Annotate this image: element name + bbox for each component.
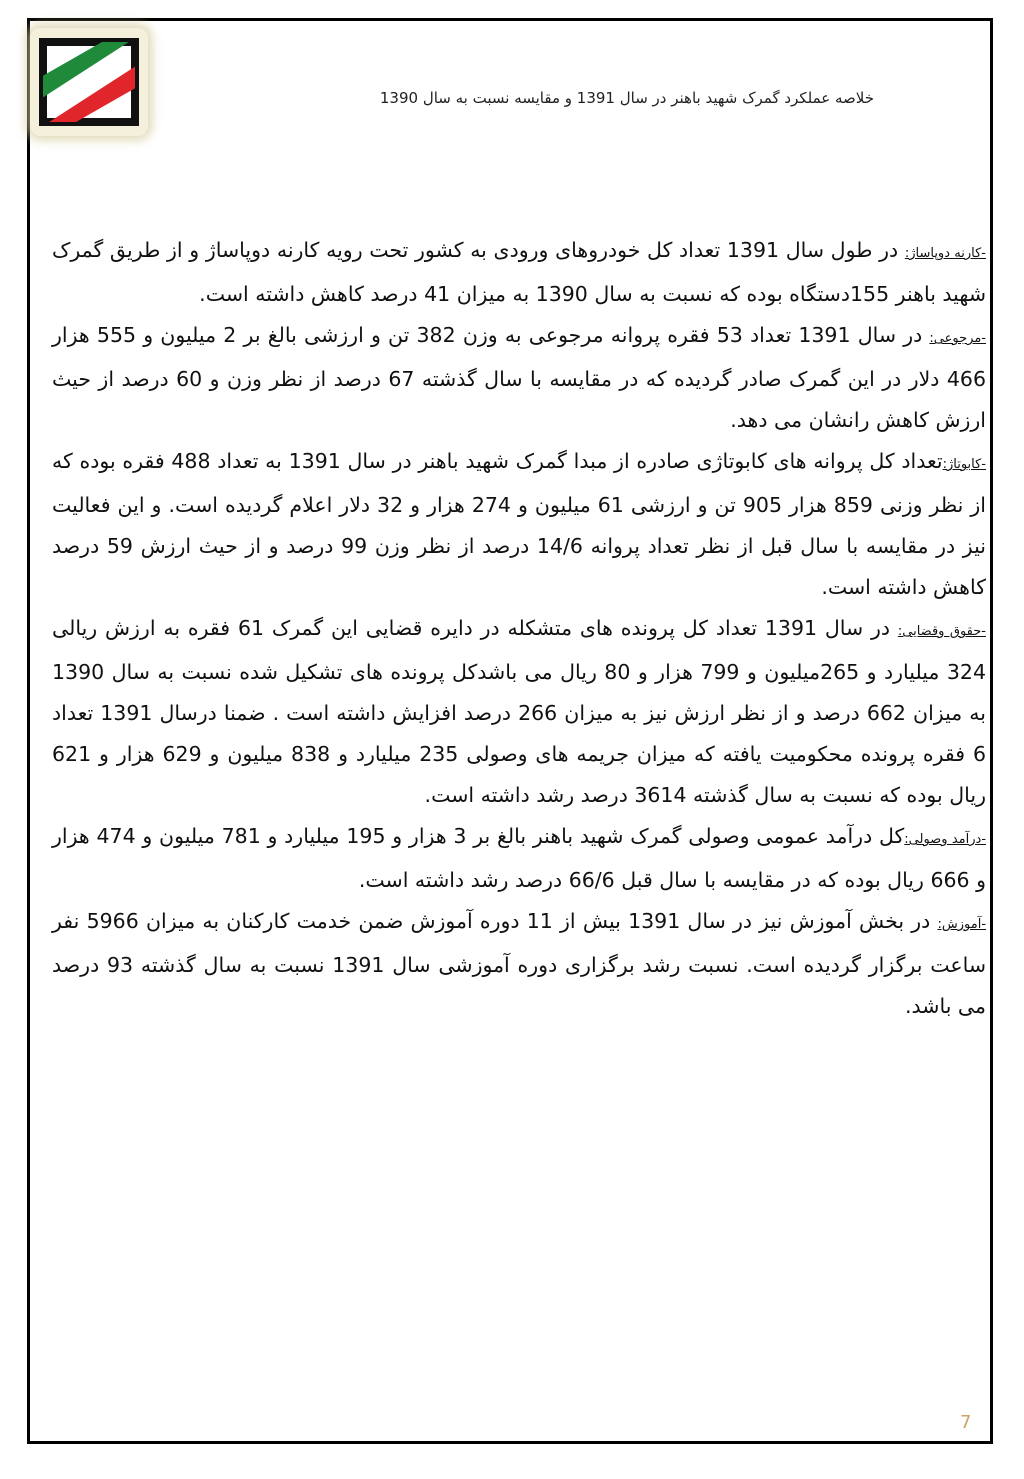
document-title: خلاصه عملکرد گمرک شهید باهنر در سال 1391 و مقایسه نسبت به سال 1390 <box>379 89 874 107</box>
section-cabotage <box>52 441 986 608</box>
section-text: در سال 1391 تعداد کل پرونده های متشکله در دایره قضایی این گمرک 61 فقره به ارزش ریالی 324 میلیارد و 265میلیون و 799 هزار و 80 ریال می باشدکل پرونده های تشکیل شده نسبت به سال 1390 به میزان 662 درصد و از نظر ارزش نیز به میزان 266 درصد افزایش داشته است . ضمنا درسال 1391 تعداد 6 فقره پرونده محکومیت یافته که میزان جریمه های وصولی 235 میلیارد و 838 میلیون و 629 هزار و 621 ریال بوده که نسبت به سال گذشته 3614 درصد رشد داشته است. <box>52 616 987 807</box>
customs-logo-icon <box>39 38 139 126</box>
section-text: تعداد کل پروانه های کابوتاژی صادره از مبدا گمرک شهید باهنر در سال 1391 به تعداد 488 فقره بوده که از نظر وزنی 859 هزار 905 تن و ارزشی 61 میلیون و 274 هزار و 32 دلار اعلام گردیده است. و این فعالیت نیز در مقایسه با سال قبل از نظر تعداد پروانه 14/6 درصد از نظر وزن 99 درصد و از حیث ارزش 59 درصد کاهش داشته است. <box>52 449 987 599</box>
section-text: در سال 1391 تعداد 53 فقره پروانه مرجوعی به وزن 382 تن و ارزشی بالغ بر 2 میلیون و 555 هزار 466 دلار در این گمرک صادر گردیده که در مقایسه با سال گذشته 67 درصد از نظر وزن و 60 درصد از حیث ارزش کاهش رانشان می دهد. <box>52 323 986 432</box>
report-body <box>52 230 986 1027</box>
section-revenue <box>52 816 986 901</box>
section-label: -درآمد وصولی: <box>904 832 987 847</box>
page-number: 7 <box>960 1412 972 1433</box>
section-returns <box>52 315 986 441</box>
section-legal-judicial <box>52 608 986 816</box>
section-training <box>52 901 986 1027</box>
section-label: -کارنه دوپاساژ: <box>904 246 986 261</box>
section-label: -آموزش: <box>937 917 987 932</box>
section-text: در طول سال 1391 تعداد کل خودروهای ورودی به کشور تحت رویه کارنه دوپاساژ و از طریق گمرک شهید باهنر 155دستگاه بوده که نسبت به سال 1390 به میزان 41 درصد کاهش داشته است. <box>52 238 986 306</box>
section-text: در بخش آموزش نیز در سال 1391 بیش از 11 دوره آموزش ضمن خدمت کارکنان به میزان 5966 نفر ساعت برگزار گردیده است. نسبت رشد برگزاری دوره آموزشی سال 1391 نسبت به سال گذشته 93 درصد می باشد. <box>52 909 987 1018</box>
section-label: -حقوق وقضایی: <box>897 624 986 639</box>
section-carnet-de-passage <box>52 230 986 315</box>
customs-logo <box>30 28 148 136</box>
section-label: -کابوتاژ: <box>942 457 986 472</box>
section-label: -مرجوعی: <box>929 331 986 346</box>
section-text: کل درآمد عمومی وصولی گمرک شهید باهنر بالغ بر 3 هزار و 195 میلیارد و 781 میلیون و 474 هزار و 666 ریال بوده که در مقایسه با سال قبل 66/6 درصد رشد داشته است. <box>52 824 986 892</box>
